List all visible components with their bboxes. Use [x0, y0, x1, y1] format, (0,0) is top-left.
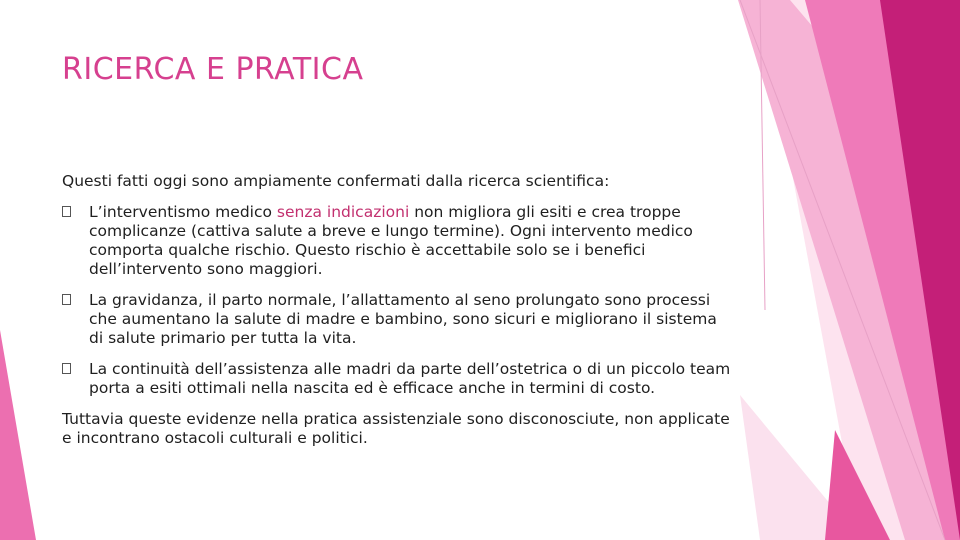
bullet-highlight: senza indicazioni	[276, 203, 410, 221]
list-item	[62, 291, 732, 348]
bullet-list	[62, 203, 732, 398]
list-item	[62, 360, 732, 398]
bullet-text-part: L’interventismo medico	[89, 203, 277, 221]
bullet-box-icon	[62, 294, 71, 305]
slide-body	[62, 172, 732, 448]
list-item	[62, 203, 732, 279]
bullet-text-part: non migliora gli esiti e crea troppe complicanze (cattiva salute a breve e lungo termine). Ogni intervento medico comporta qualche rischio. Questo rischio è accettabile solo se i benefici dell’intervento sono maggiori.	[89, 203, 693, 278]
bullet-box-icon	[62, 206, 71, 217]
left-edge-accent	[0, 330, 36, 540]
bullet-box-icon	[62, 363, 71, 374]
bullet-text: La gravidanza, il parto normale, l’allattamento al seno prolungato sono processi che aumentano la salute di madre e bambino, sono sicuri e migliorano il sistema di salute primario per tutta la vita.	[89, 291, 717, 347]
page-title: RICERCA E PRATICA	[62, 52, 364, 87]
bullet-text: La continuità dell’assistenza alle madri da parte dell’ostetrica o di un piccolo team porta a esiti ottimali nella nascita ed è efficace anche in termini di costo.	[89, 360, 731, 397]
intro-text: Questi fatti oggi sono ampiamente confermati dalla ricerca scientifica:	[62, 172, 610, 190]
closing-text: Tuttavia queste evidenze nella pratica assistenziale sono disconosciute, non applicate e incontrano ostacoli culturali e politici.	[62, 410, 730, 447]
